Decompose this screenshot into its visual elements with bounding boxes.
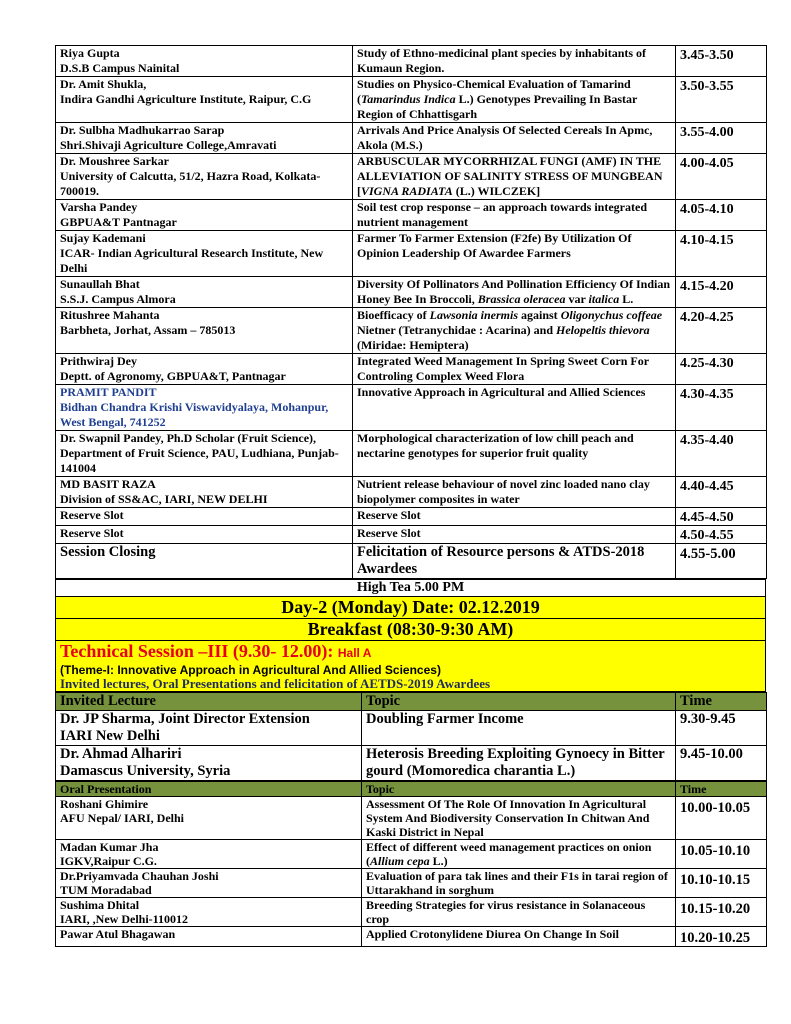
oral-row [56,898,767,927]
schedule-row [56,231,767,277]
oral-header-row [56,782,767,797]
presenter-cell [56,711,362,746]
species-name: Lawsonia inermis [429,308,518,322]
presenter-affiliation: University of Calcutta, 51/2, Hazra Road, Kolkata-700019. [60,169,321,198]
presenter-affiliation: Indira Gandhi Agriculture Institute, Raipur, C.G [60,92,312,106]
presenter-name: Dr. Amit Shukla, [60,77,147,91]
invited-col-time: Time [676,693,767,711]
time-cell: 4.30-4.35 [676,385,767,431]
time-cell: 4.50-4.55 [676,526,767,544]
session3-theme: (Theme-I: Innovative Approach in Agricultural And Allied Sciences) [60,663,441,677]
presenter-name: Sunaullah Bhat [60,277,140,291]
presenter-cell [56,200,353,231]
presenter-cell [56,746,362,781]
presenter-affiliation: Bidhan Chandra Krishi Viswavidyalaya, Mohanpur, West Bengal, 741252 [60,400,329,429]
time-cell: 10.05-10.10 [676,840,767,869]
session3-hall: Hall A [337,646,372,660]
session3-block [56,641,766,692]
presenter-cell [56,477,353,508]
oral-row [56,797,767,840]
presenter-affiliation: IARI, ,New Delhi-110012 [60,912,188,926]
presenter-name: Session Closing [60,544,156,560]
time-cell: 4.45-4.50 [676,508,767,526]
time-cell: 3.55-4.00 [676,123,767,154]
topic-text: (L.) WILCZEK] [452,184,541,198]
day2-heading: Day-2 (Monday) Date: 02.12.2019 [56,597,766,619]
time-cell: 4.05-4.10 [676,200,767,231]
time-cell: 10.10-10.15 [676,869,767,898]
presenter-cell [56,508,353,526]
presenter-name: Dr. JP Sharma, Joint Director Extension [60,711,310,727]
presenter-affiliation: IARI New Delhi [60,728,160,744]
schedule-row [56,154,767,200]
topic-cell: Arrivals And Price Analysis Of Selected Cereals In Apmc, Akola (M.S.) [353,123,676,154]
species-name: Brassica oleracea [477,292,566,306]
presenter-affiliation: Deptt. of Agronomy, GBPUA&T, Pantnagar [60,369,286,383]
presenter-affiliation: Damascus University, Syria [60,763,231,779]
topic-cell: Integrated Weed Management In Spring Sweet Corn For Controling Complex Weed Flora [353,354,676,385]
time-cell: 4.40-4.45 [676,477,767,508]
presenter-name: Sujay Kademani [60,231,146,245]
topic-cell [362,840,676,869]
presenter-name: Reserve Slot [60,526,124,540]
presenter-affiliation: AFU Nepal/ IARI, Delhi [60,811,185,825]
presenter-cell [56,308,353,354]
presenter-affiliation: Barbheta, Jorhat, Assam – 785013 [60,323,236,337]
species-name: italica [588,292,620,306]
time-cell: 9.30-9.45 [676,711,767,746]
presenter-name: Dr. Sulbha Madhukarrao Sarap [60,123,225,137]
presenter-affiliation: Shri.Shivaji Agriculture College,Amravati [60,138,277,152]
topic-cell: Farmer To Farmer Extension (F2fe) By Utilization Of Opinion Leadership Of Awardee Farmers [353,231,676,277]
time-cell: 9.45-10.00 [676,746,767,781]
presenter-name: Madan Kumar Jha [60,840,159,854]
topic-text: ARBUSCULAR MYCORRHIZAL FUNGI (AMF) IN THE ALLEVIATION OF SALINITY STRESS OF MUNGBEAN [ [357,154,663,198]
presenter-cell [56,123,353,154]
topic-text: Bioefficacy of [357,308,430,322]
schedule-row [56,526,767,544]
schedule-row [56,123,767,154]
schedule-row [56,277,767,308]
presenter-affiliation: Department of Fruit Science, PAU, Ludhiana, Punjab- 141004 [60,446,339,475]
presenter-name: Dr. Ahmad Alhariri [60,746,182,762]
schedule-row [56,77,767,123]
presenter-cell [56,77,353,123]
presenter-cell [56,797,362,840]
schedule-row [56,46,767,77]
presenter-cell [56,46,353,77]
presenter-name: MD BASIT RAZA [60,477,156,491]
topic-cell: Soil test crop response – an approach towards integrated nutrient management [353,200,676,231]
topic-text: Effect of different weed management practices on onion ( [366,840,652,868]
invited-table [55,692,767,781]
time-cell: 4.55-5.00 [676,544,767,579]
topic-cell [353,277,676,308]
oral-table [55,781,767,947]
topic-cell: Reserve Slot [353,526,676,544]
schedule-row [56,544,767,579]
topic-cell: Innovative Approach in Agricultural and Allied Sciences [353,385,676,431]
session3-subtitle: Invited lectures, Oral Presentations and felicitation of AETDS-2019 Awardees [60,676,491,691]
breakfast-heading: Breakfast (08:30-9:30 AM) [56,619,766,641]
invited-col-topic: Topic [362,693,676,711]
presenter-cell [56,840,362,869]
topic-text: L.) Genotypes Prevailing In Bastar Region of Chhattisgarh [357,92,638,121]
presenter-cell [56,231,353,277]
presenter-cell [56,431,353,477]
topic-cell: Breeding Strategies for virus resistance in Solanaceous crop [362,898,676,927]
time-cell: 10.20-10.25 [676,927,767,947]
presenter-cell [56,544,353,579]
topic-cell: Evaluation of para tak lines and their F1s in tarai region of Uttarakhand in sorghum [362,869,676,898]
presenter-name: Varsha Pandey [60,200,138,214]
oral-row [56,840,767,869]
invited-header-row [56,693,767,711]
presenter-name: Dr. Swapnil Pandey, Ph.D Scholar (Fruit Science), [60,431,317,445]
species-name: Oligonychus coffeae [560,308,663,322]
topic-text: (Miridae: Hemiptera) [357,338,469,352]
presenter-cell [56,354,353,385]
presenter-affiliation: IGKV,Raipur C.G. [60,854,157,868]
topic-cell: Morphological characterization of low chill peach and nectarine genotypes for superior fruit quality [353,431,676,477]
time-cell: 4.15-4.20 [676,277,767,308]
banner-table [55,579,766,692]
time-cell: 4.10-4.15 [676,231,767,277]
schedule-row [56,200,767,231]
schedule-sheet [55,45,766,947]
topic-cell [353,154,676,200]
presenter-name: PRAMIT PANDIT [60,385,157,399]
presenter-cell [56,277,353,308]
species-name: Allium cepa [370,854,430,868]
species-name: Tamarindus Indica [361,92,456,106]
presenter-cell [56,927,362,947]
schedule-row [56,477,767,508]
topic-cell [353,308,676,354]
oral-row [56,869,767,898]
presenter-affiliation: Division of SS&AC, IARI, NEW DELHI [60,492,268,506]
schedule-row [56,431,767,477]
topic-cell: Assessment Of The Role Of Innovation In Agricultural System And Biodiversity Conservation In Chitwan And Kaski District in Nepal [362,797,676,840]
presenter-affiliation: TUM Moradabad [60,883,152,897]
schedule-row [56,508,767,526]
presenter-name: Sushima Dhital [60,898,140,912]
time-cell: 3.50-3.55 [676,77,767,123]
schedule-row [56,308,767,354]
time-cell: 4.25-4.30 [676,354,767,385]
topic-cell: Study of Ethno-medicinal plant species by inhabitants of Kumaun Region. [353,46,676,77]
time-cell: 10.15-10.20 [676,898,767,927]
time-cell: 3.45-3.50 [676,46,767,77]
presenter-cell [56,154,353,200]
presenter-cell [56,898,362,927]
topic-text: against [518,308,561,322]
presenter-name: Roshani Ghimire [60,797,149,811]
presenter-name: Pawar Atul Bhagawan [60,927,176,941]
time-cell: 4.00-4.05 [676,154,767,200]
invited-row [56,746,767,781]
oral-row [56,927,767,947]
session3-title: Technical Session –III (9.30- 12.00): [60,641,338,661]
presenter-cell [56,526,353,544]
topic-text: L.) [429,854,448,868]
presenter-affiliation: GBPUA&T Pantnagar [60,215,177,229]
species-name: VIGNA RADIATA [361,184,453,198]
oral-col-name: Oral Presentation [56,782,362,797]
topic-cell: Doubling Farmer Income [362,711,676,746]
presenter-name: Reserve Slot [60,508,124,522]
topic-cell: Nutrient release behaviour of novel zinc loaded nano clay biopolymer composites in water [353,477,676,508]
species-name: Helopeltis thievora [556,323,650,337]
topic-text: var [565,292,589,306]
oral-col-topic: Topic [362,782,676,797]
time-cell: 4.20-4.25 [676,308,767,354]
topic-cell: Felicitation of Resource persons & ATDS-2018 Awardees [353,544,676,579]
presenter-affiliation: D.S.B Campus Nainital [60,61,180,75]
topic-cell: Applied Crotonylidene Diurea On Change In Soil [362,927,676,947]
schedule-row [56,385,767,431]
topic-cell: Reserve Slot [353,508,676,526]
presenter-cell [56,869,362,898]
topic-text: Nietner (Tetranychidae : Acarina) and [357,323,556,337]
invited-col-name: Invited Lecture [56,693,362,711]
presenter-name: Prithwiraj Dey [60,354,137,368]
invited-row [56,711,767,746]
topic-cell: Heterosis Breeding Exploiting Gynoecy in Bitter gourd (Momoredica charantia L.) [362,746,676,781]
topic-text: Studies on Physico-Chemical Evaluation of Tamarind ( [357,77,631,106]
topic-text: Diversity Of Pollinators And Pollination Efficiency Of Indian Honey Bee In Broccoli, [357,277,671,306]
topic-text: L. [619,292,634,306]
oral-col-time: Time [676,782,767,797]
presenter-affiliation: S.S.J. Campus Almora [60,292,176,306]
topic-cell [353,77,676,123]
presenter-cell [56,385,353,431]
presenter-affiliation: ICAR- Indian Agricultural Research Institute, New Delhi [60,246,324,275]
session-two-table [55,45,767,579]
presenter-name: Ritushree Mahanta [60,308,160,322]
time-cell: 4.35-4.40 [676,431,767,477]
high-tea-row: High Tea 5.00 PM [56,580,766,597]
presenter-name: Dr.Priyamvada Chauhan Joshi [60,869,219,883]
time-cell: 10.00-10.05 [676,797,767,840]
schedule-row [56,354,767,385]
presenter-name: Dr. Moushree Sarkar [60,154,169,168]
presenter-name: Riya Gupta [60,46,120,60]
